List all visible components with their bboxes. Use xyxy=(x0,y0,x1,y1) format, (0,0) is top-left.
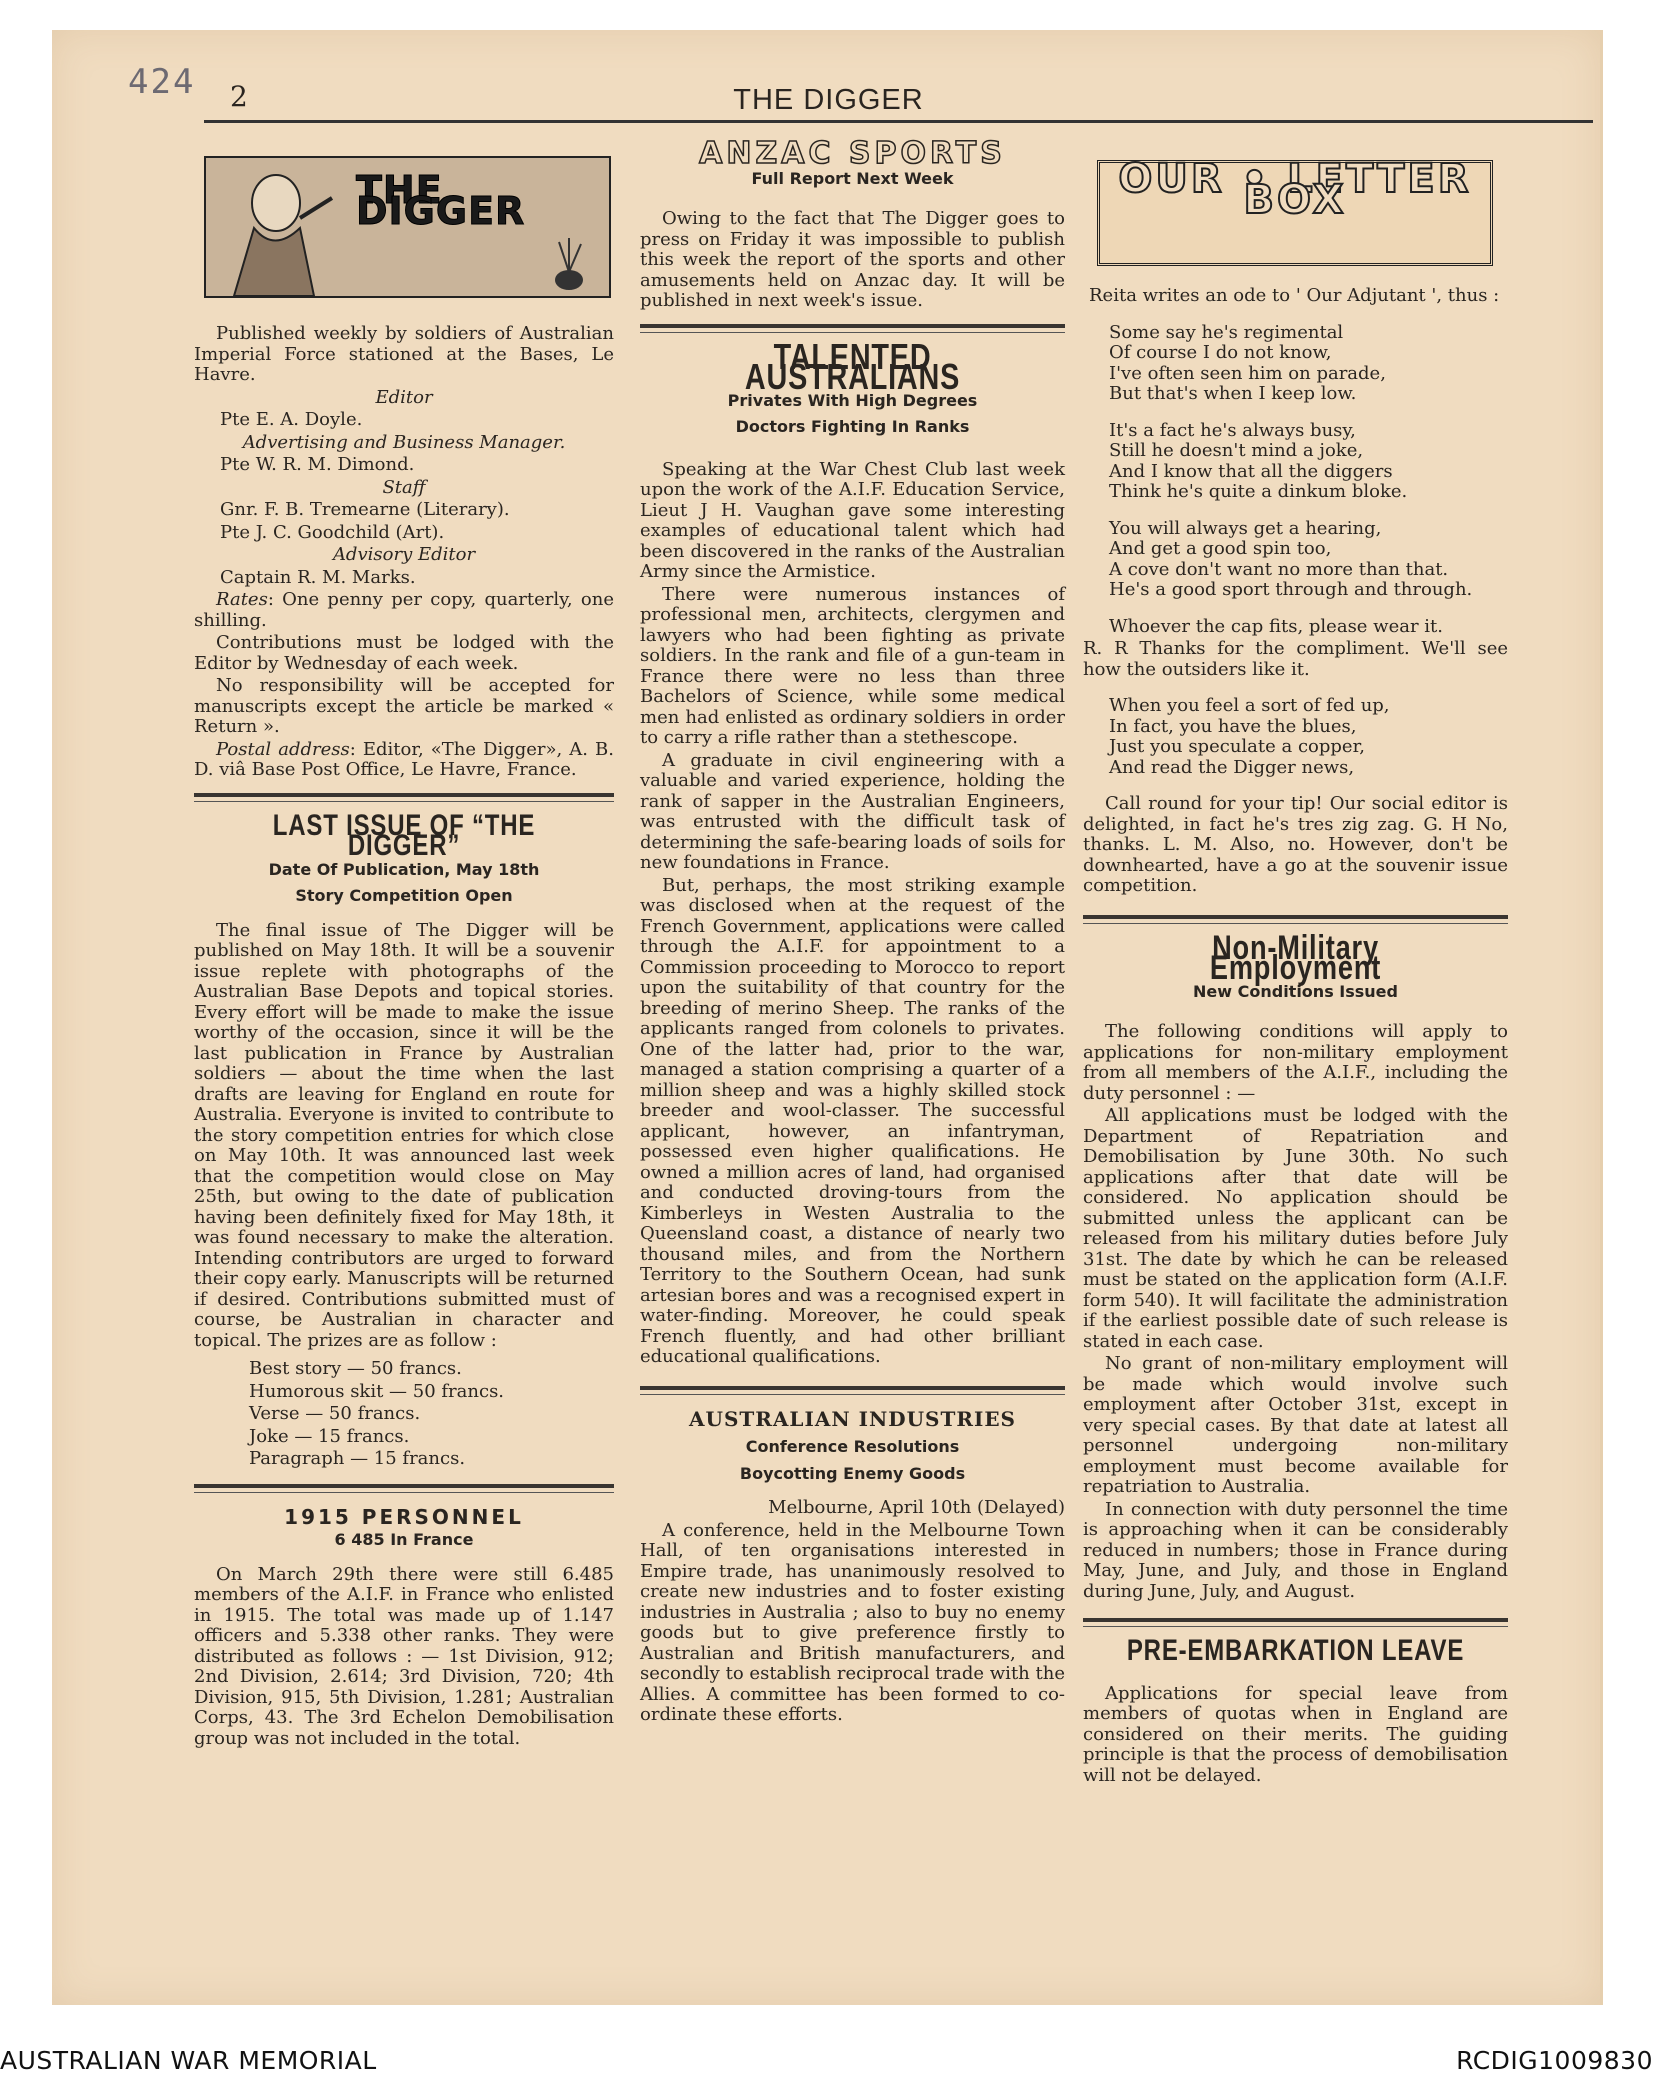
reply-rr: R. R Thanks for the compliment. We'll see how the outsiders like it. xyxy=(1083,638,1508,680)
poem-stanza xyxy=(1083,519,1508,601)
divider xyxy=(1083,923,1508,924)
headline-anzac-sports: ANZAC SPORTS xyxy=(699,136,1006,171)
masthead-published: Published weekly by soldiers of Australian Imperial Force stationed at the Bases, Le Havre. xyxy=(194,323,614,385)
editor-role: Editor xyxy=(375,386,433,408)
poem-line: Still he doesn't mind a joke, xyxy=(1109,440,1364,461)
prize-item: Paragraph — 15 francs. xyxy=(249,1448,466,1469)
poem-stanza xyxy=(1083,421,1508,503)
nonmil-para: All applications must be lodged with the Department of Repatriation and Demobilisation by June 30th. No such applications after that date will be considered. No application should be submitted unless the applicant can be released from his military duties before July 31st. The date by which he can be released must be stated on the application form (A.I.F. form 540). It will facilitate the administration if the earliest possible date of such release is stated in each case. xyxy=(1083,1105,1508,1352)
staff-role: Staff xyxy=(382,476,426,498)
divider xyxy=(194,1492,614,1493)
column-right xyxy=(1083,140,1508,1788)
subhead: Story Competition Open xyxy=(295,886,513,905)
divider xyxy=(640,1394,1065,1395)
poem-line: A cove don't want no more than that. xyxy=(1109,558,1449,580)
folio-stamp: 424 xyxy=(128,62,196,102)
advisory-name: Captain R. M. Marks. xyxy=(220,566,416,588)
prize-item: Verse — 50 francs. xyxy=(249,1403,421,1424)
column-left xyxy=(194,140,614,1751)
letterbox-banner xyxy=(1097,156,1493,266)
staff-member: Pte J. C. Goodchild (Art). xyxy=(220,521,445,543)
poem-line: When you feel a sort of fed up, xyxy=(1109,695,1390,716)
poem-line: And I know that all the diggers xyxy=(1109,460,1393,482)
last-issue-body: The final issue of The Digger will be published on May 18th. It will be a souvenir issue replete with photographs of the Australian Base Depots and topical stories. Every effort will be made to make the issue worthy of the occasion, since it will be the last publication in France by Australian soldiers — about the time when the last drafts are leaving for England en route for Australia. Everyone is invited to contribute to the story competition entries for which close on May 10th. It was announced last week that the competition would close on May 25th, but owing to the date of publication having been definitely fixed for May 18th, it was found necessary to make the alteration. Intending contributors are urged to forward their copy early. Manuscripts will be returned if desired. Contributions submitted must of course, be Australian in character and topical. The prizes are as follow : xyxy=(194,919,614,1351)
digger-figure-icon xyxy=(214,158,364,296)
letterbox-closing: Call round for your tip! Our social editor is delighted, in fact he's tres zig zag. G. H No, thanks. L. M. Also, no. However, don't be downhearted, have a go at the souvenir issue competition. xyxy=(1083,793,1508,896)
poem-line: It's a fact he's always busy, xyxy=(1109,419,1356,441)
prize-item: Joke — 15 francs. xyxy=(249,1425,410,1447)
staff-member: Gnr. F. B. Tremearne (Literary). xyxy=(220,499,510,520)
poem-line: Just you speculate a copper, xyxy=(1109,736,1365,757)
divider xyxy=(194,793,614,797)
letterbox-title: OUR • LETTER BOX xyxy=(1118,156,1472,223)
poem-line: And get a good spin too, xyxy=(1109,538,1332,559)
divider xyxy=(640,332,1065,333)
divider xyxy=(194,1484,614,1488)
prize-list xyxy=(194,1359,614,1470)
talented-para: But, perhaps, the most striking example was disclosed when at the request of the French Government, applications were called through the A.I.F. for appointment to a Commission proceeding to Morocco to report upon the suitability of that country for the breeding of merino Sheep. The ranks of the applicants ranged from colonels to privates. One of the latter had, prior to the war, managed a station comprising a quarter of a million sheep and was a highly skilled stock breeder and wool-classer. The successful applicant, however, an infantryman, possessed even higher qualifications. He owned a million acres of land, had organised and conducted droving-tours from the Kimberleys in Westen Australia to the Queensland coast, a distance of nearly two thousand miles, and from the Northern Territory to the Southern Ocean, had sunk artesian bores and was a recognised expert in water-finding. Moreover, he could speak French fluently, and had other brilliant educational qualifications. xyxy=(640,874,1065,1367)
letterbox-intro: Reita writes an ode to ' Our Adjutant ', thus : xyxy=(1089,285,1500,306)
subhead: New Conditions Issued xyxy=(1193,981,1398,1001)
postal-address: : Editor, «The Digger», A. B. D. viâ Base Post Office, Le Havre, France. xyxy=(194,738,614,780)
industries-body: A conference, held in the Melbourne Town Hall, of ten organisations interested in Empire trade, has unanimously resolved to create new industries and to foster existing industries in Australia ; also to buy no enemy goods but to give preference firstly to Australian and British manufacturers, and secondly to establish reciprocal trade with the Allies. A committee has been formed to co-ordinate these efforts. xyxy=(640,1519,1065,1725)
masthead-logo xyxy=(204,156,611,298)
editor-name: Pte E. A. Doyle. xyxy=(220,409,363,430)
poem-line: Some say he's regimental xyxy=(1109,321,1344,343)
subhead: 6 485 In France xyxy=(334,1530,474,1549)
headline-non-military: Non-Military Employment xyxy=(1209,928,1382,987)
manager-role: Advertising and Business Manager. xyxy=(242,431,566,453)
responsibility-note: No responsibility will be accepted for manuscripts except the article be marked « Return ». xyxy=(194,675,614,737)
manager-name: Pte W. R. M. Dimond. xyxy=(220,454,415,475)
poem-stanza xyxy=(1083,323,1508,405)
archive-credit: AUSTRALIAN WAR MEMORIAL xyxy=(0,2046,377,2075)
divider xyxy=(640,1386,1065,1390)
nonmil-para: In connection with duty personnel the time is approaching when it can be considerably reduced in numbers; those in France during May, June, and July, and those in England during June, July, and August. xyxy=(1083,1498,1508,1602)
advisory-role: Advisory Editor xyxy=(332,544,476,565)
anzac-body: Owing to the fact that The Digger goes to press on Friday it was impossible to publish this week the report of the sports and other amusements held on Anzac day. It will be published in next week's issue. xyxy=(640,208,1065,311)
subhead: Doctors Fighting In Ranks xyxy=(735,417,970,436)
headline-last-issue: LAST ISSUE OF “THE DIGGER” xyxy=(272,808,536,862)
contributions-note: Contributions must be lodged with the Editor by Wednesday of each week. xyxy=(194,632,614,674)
poem-line: Think he's quite a dinkum bloke. xyxy=(1109,481,1408,502)
poem-line: And read the Digger news, xyxy=(1109,756,1355,778)
poem-line: He's a good sport through and through. xyxy=(1109,579,1473,600)
headline-industries: AUSTRALIAN INDUSTRIES xyxy=(688,1406,1016,1431)
page-number: 2 xyxy=(230,80,248,113)
divider xyxy=(1083,915,1508,919)
archive-id: RCDIG1009830 xyxy=(1456,2046,1653,2075)
personnel-body: On March 29th there were still 6.485 members of the A.I.F. in France who enlisted in 1915. The total was made up of 1.147 officers and 5.338 other ranks. They were distributed as follows : — 1st Division, 912; 2nd Division, 2.614; 3rd Division, 720; 4th Division, 915, 5th Division, 1.281; Australian Corps, 43. The 3rd Echelon Demobilisation group was not included in the total. xyxy=(194,1563,614,1749)
headline-personnel: 1915 PERSONNEL xyxy=(284,1504,524,1529)
divider xyxy=(1083,1626,1508,1627)
poem-line: You will always get a hearing, xyxy=(1109,517,1382,539)
flower-vase-icon xyxy=(539,232,599,292)
headline-pre-embarkation: PRE-EMBARKATION LEAVE xyxy=(1126,1634,1465,1667)
header-rule xyxy=(204,120,1593,123)
rates-text: : One penny per copy, quarterly, one shilling. xyxy=(194,589,614,631)
logo-title: THE DIGGER xyxy=(356,168,526,233)
rates-label: Rates xyxy=(216,589,268,610)
prize-item: Best story — 50 francs. xyxy=(249,1358,462,1379)
subhead: Conference Resolutions xyxy=(745,1437,960,1456)
subhead: Privates With High Degrees xyxy=(727,390,978,410)
talented-para: There were numerous instances of professional men, architects, clergymen and lawyers who had been fighting as private soldiers. In the rank and file of a gun-team in France there were no less than three Bachelors of Science, while some medical men had enlisted as ordinary soldiers in order to carry a rifle rather than a stethescope. xyxy=(640,583,1065,748)
poem-line: In fact, you have the blues, xyxy=(1109,715,1357,737)
subhead: Date Of Publication, May 18th xyxy=(268,859,540,879)
subhead: Boycotting Enemy Goods xyxy=(739,1463,966,1483)
subhead: Full Report Next Week xyxy=(751,168,954,188)
divider xyxy=(1083,1618,1508,1622)
postal-label: Postal address xyxy=(216,738,350,760)
cap-line: Whoever the cap fits, please wear it. xyxy=(1109,615,1444,637)
headline-talented: TALENTED AUSTRALIANS xyxy=(744,335,961,397)
poem-line: But that's when I keep low. xyxy=(1109,383,1357,404)
divider xyxy=(194,801,614,802)
poem-stanza xyxy=(1083,696,1508,778)
poem-line: Of course I do not know, xyxy=(1109,342,1332,363)
poem-line: I've often seen him on parade, xyxy=(1109,362,1386,384)
nonmil-para: No grant of non-military employment will be made which would involve such employment after October 31st, except in very special cases. By that date at latest all personnel undergoing non-military employment must become available for repatriation to Australia. xyxy=(1083,1353,1508,1497)
preemb-body: Applications for special leave from members of quotas when in England are considered on their merits. The guiding principle is that the process of demobilisation will not be delayed. xyxy=(1083,1682,1508,1786)
dateline: Melbourne, April 10th (Delayed) xyxy=(768,1497,1065,1518)
nonmil-para: The following conditions will apply to applications for non-military employment from all members of the A.I.F., including the duty personnel : — xyxy=(1083,1021,1508,1104)
talented-para: A graduate in civil engineering with a valuable and varied experience, holding the rank of sapper in the Australian Engineers, was entrusted with the difficult task of determining the safe-bearing loads of soils for new foundations in France. xyxy=(640,749,1065,873)
talented-para: Speaking at the War Chest Club last week upon the work of the A.I.F. Education Service, Lieut J H. Vaughan gave some interesting examples of educational talent which had been discovered in the ranks of the Australian Army since the Armistice. xyxy=(640,458,1065,582)
prize-item: Humorous skit — 50 francs. xyxy=(249,1380,505,1402)
running-title: THE DIGGER xyxy=(733,84,924,116)
divider xyxy=(640,324,1065,328)
column-middle xyxy=(640,136,1065,1728)
